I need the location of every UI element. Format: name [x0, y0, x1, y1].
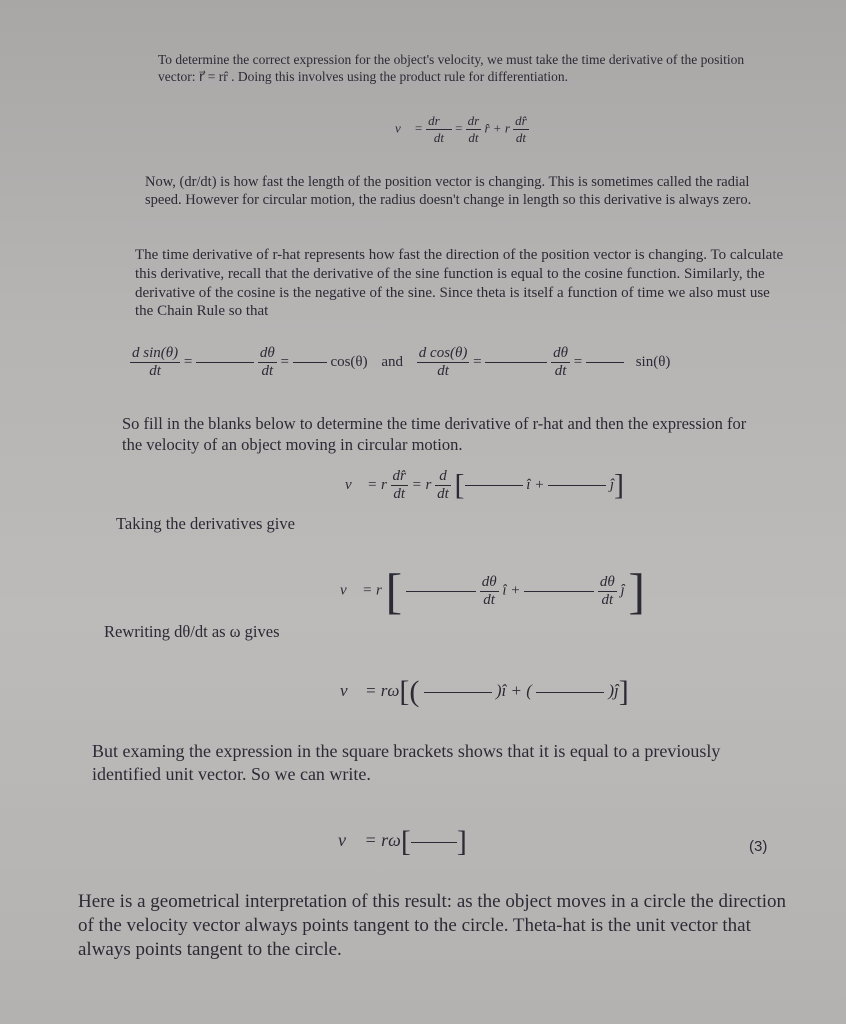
blank-ihat-coefficient[interactable]: [406, 591, 476, 592]
equation-number: (3): [749, 838, 768, 855]
blank-jhat-term[interactable]: [548, 485, 606, 486]
blank-omega-ihat[interactable]: [424, 692, 492, 693]
equation-rhat-derivative: v⃗ = r $\frac{dr̂}{dt}$ = r $\frac{d}{dt}$ [ î + ĵ]: [345, 468, 624, 502]
blank-cos-coefficient[interactable]: [586, 362, 624, 363]
paragraph-rewriting-omega: Rewriting dθ/dt as ω gives: [104, 622, 280, 641]
blank-jhat-coefficient[interactable]: [524, 591, 594, 592]
paragraph-square-brackets: But examing the expression in the square brackets shows that it is equal to a previously identified unit vector. So we can write.: [92, 741, 721, 784]
equation-velocity-final: v⃗ = rω[ ]: [338, 825, 467, 858]
paragraph-product-rule: To determine the correct expression for the object's velocity, we must take the time derivative of the position vector: r⃗ = rr̂ . Doing this involves using the product rule for differentiation.: [158, 52, 745, 84]
blank-unit-vector[interactable]: [411, 842, 457, 843]
blank-cos-derivative[interactable]: [485, 362, 547, 363]
paragraph-geometric-interpretation: Here is a geometrical interpretation of this result: as the object moves in a circle the direction of the velocity vector always points tangent to the circle. Theta-hat is the unit vector that always points tangent to the circle.: [78, 891, 787, 960]
paragraph-fill-blanks: So fill in the blanks below to determine the time derivative of r-hat and then the expression for the velocity of an object moving in circular motion.: [122, 414, 747, 454]
blank-omega-jhat[interactable]: [536, 692, 604, 693]
paragraph-taking-derivatives: Taking the derivatives give: [116, 514, 295, 533]
blank-sin-derivative[interactable]: [196, 362, 254, 363]
blank-ihat-term[interactable]: [465, 485, 523, 486]
equation-product-rule: v⃗ = $\frac{dr⃗}{dt}$ = $\frac{dr}{dt}$ r̂ + r $\frac{dr̂}{dt}$: [395, 113, 527, 145]
paragraph-rhat-derivative: The time derivative of r-hat represents how fast the direction of the position vector is changing. To calculate this derivative, recall that the derivative of the sine function is equal to the cosine function. Similarly, the derivative of the cosine is the negative of the sine. Since theta is itself a function of time we also must use the Chain Rule so that: [135, 247, 784, 320]
equation-velocity-expanded: v⃗ = r [ $\frac{d\theta}{dt}$ î + $\frac{d\theta}{dt}$ ĵ ]: [340, 563, 646, 619]
equation-velocity-omega: v⃗ = rω[( )î + ( )ĵ]: [340, 675, 629, 708]
blank-sin-coefficient[interactable]: [293, 362, 327, 363]
equation-chain-rule: $\frac{\text{d sin(θ)}}{dt}$ = $\frac{d\theta}{dt}$ = cos(θ) and $\frac{\text{d cos(θ)}}{dt}$ = $\frac{d\theta}{dt}$ = sin(θ): [132, 345, 671, 379]
paragraph-radial-speed: Now, (dr/dt) is how fast the length of the position vector is changing. This is sometimes called the radial speed. However for circular motion, the radius doesn't change in length so this derivative is always zero.: [145, 174, 752, 209]
